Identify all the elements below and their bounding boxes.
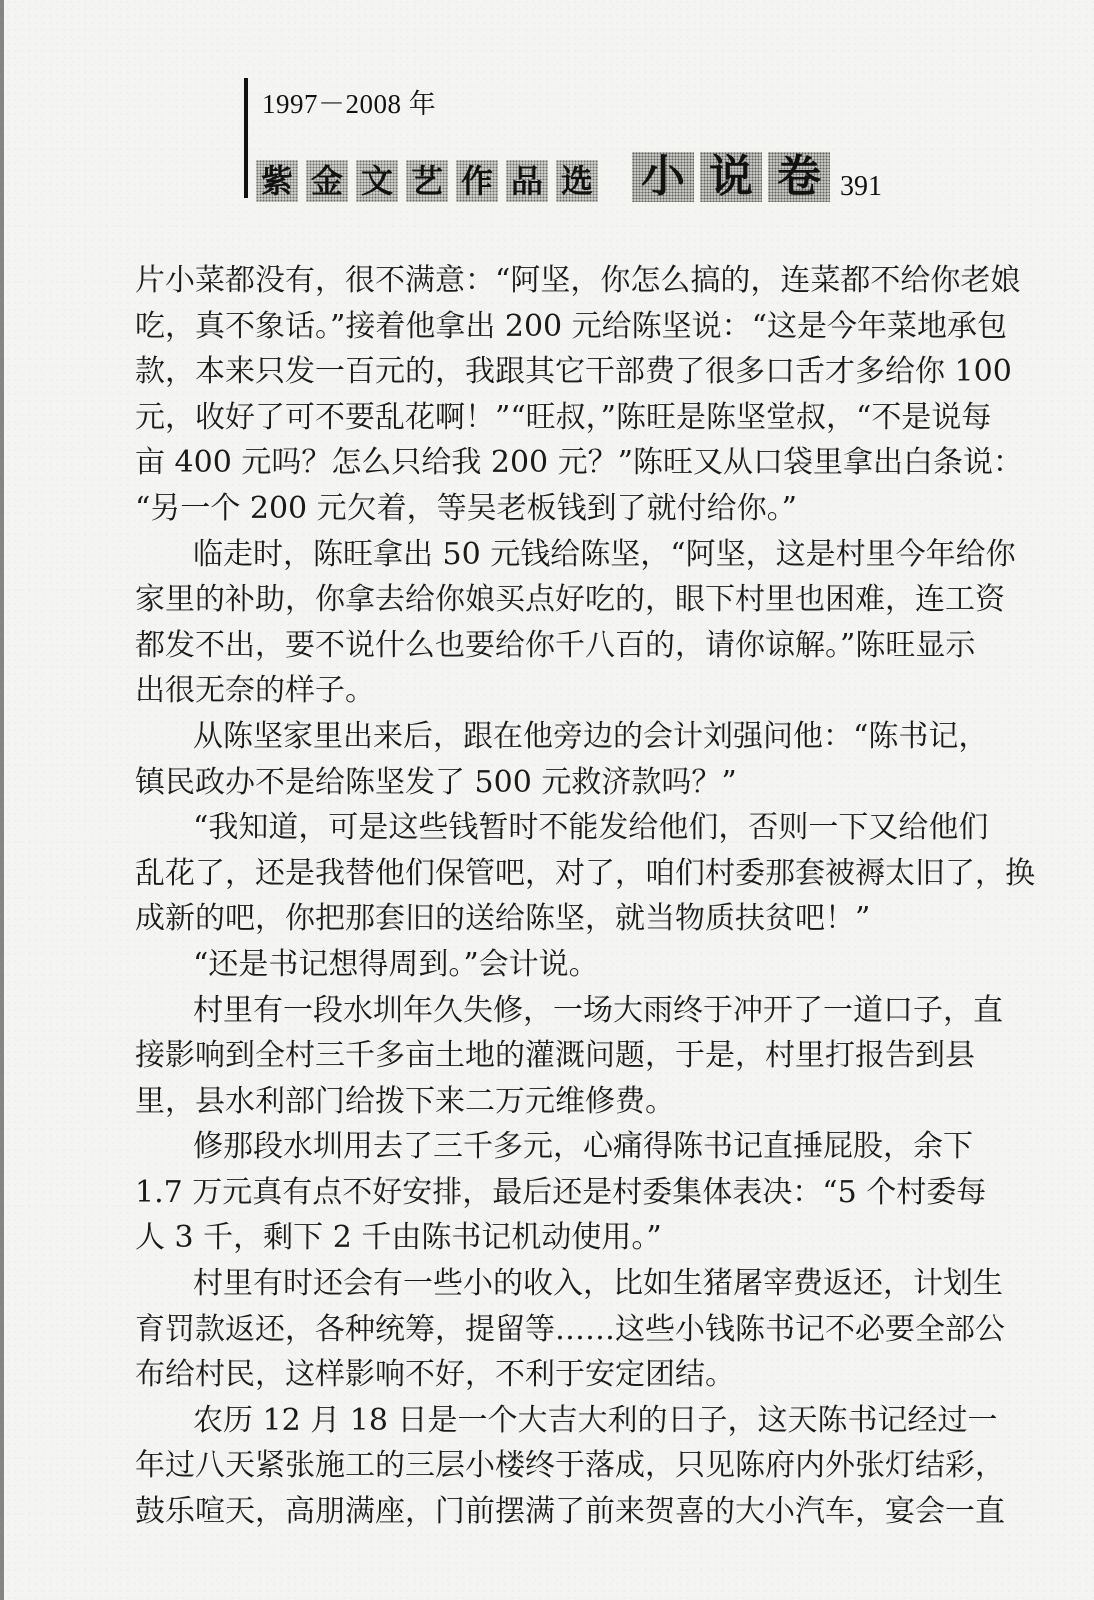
series-title-char: 品: [506, 160, 548, 202]
volume-title-char: 小: [632, 152, 694, 202]
text-line: “另一个 200 元欠着，等吴老板钱到了就付给你。”: [135, 490, 798, 526]
text-line: 农历 12 月 18 日是一个大吉大利的日子，这天陈书记经过一: [193, 1402, 998, 1438]
text-line: 家里的补助，你拿去给你娘买点好吃的，眼下村里也困难，连工资: [135, 582, 1005, 618]
volume-title-char: 卷: [768, 152, 830, 202]
series-title-char: 金: [306, 160, 348, 202]
text-line: 村里有一段水圳年久失修，一场大雨终于冲开了一道口子，直: [193, 992, 1003, 1028]
text-line: 修那段水圳用去了三千多元，心痛得陈书记直捶屁股，余下: [193, 1129, 973, 1165]
text-line: “我知道，可是这些钱暂时不能发给他们，否则一下又给他们: [193, 810, 989, 846]
series-title-char: 选: [556, 160, 598, 202]
text-line: 人 3 千，剩下 2 千由陈书记机动使用。”: [135, 1220, 662, 1256]
header-year-range: 1997－2008 年: [262, 89, 437, 119]
series-title-char: 艺: [406, 160, 448, 202]
text-line: 鼓乐喧天，高朋满座，门前摆满了前来贺喜的大小汽车，宴会一直: [135, 1494, 1005, 1530]
text-line: 亩 400 元吗？怎么只给我 200 元？”陈旺又从口袋里拿出白条说：: [135, 445, 1024, 481]
text-line: 从陈坚家里出来后，跟在他旁边的会计刘强问他：“陈书记，: [193, 718, 989, 754]
text-line: 成新的吧，你把那套旧的送给陈坚，就当物质扶贫吧！”: [135, 901, 871, 937]
series-title-char: 作: [456, 160, 498, 202]
text-line: 里，县水利部门给拨下来二万元维修费。: [135, 1083, 675, 1119]
body-text: [135, 258, 1035, 1535]
text-line: 镇民政办不是给陈坚发了 500 元救济款吗？”: [135, 764, 737, 800]
text-line: 吃，真不象话。”接着他拿出 200 元给陈坚说：“这是今年菜地承包: [135, 308, 1008, 344]
text-line: 育罚款返还，各种统筹，提留等……这些小钱陈书记不必要全部公: [135, 1311, 1005, 1347]
volume-title-char: 说: [700, 152, 762, 202]
text-line: 片小菜都没有，很不满意：“阿坚，你怎么搞的，连菜都不给你老娘: [135, 263, 1021, 298]
text-line: 临走时，陈旺拿出 50 元钱给陈坚，“阿坚，这是村里今年给你: [193, 536, 1016, 572]
text-line: 村里有时还会有一些小的收入，比如生猪屠宰费返还，计划生: [193, 1266, 1003, 1302]
text-line: 接影响到全村三千多亩土地的灌溉问题，于是，村里打报告到县: [135, 1038, 975, 1074]
page-number: 391: [840, 171, 882, 202]
header-vertical-rule: [244, 78, 248, 198]
running-header: [244, 78, 944, 202]
text-line: 元，收好了可不要乱花啊！”“旺叔，”陈旺是陈坚堂叔，“不是说每: [135, 399, 992, 435]
text-line: 乱花了，还是我替他们保管吧，对了，咱们村委那套被褥太旧了，换: [135, 855, 1035, 891]
series-title-char: 紫: [256, 160, 298, 202]
text-line: 款，本来只发一百元的，我跟其它干部费了很多口舌才多给你 100: [135, 354, 1012, 390]
text-line: 都发不出，要不说什么也要给你千八百的，请你谅解。”陈旺显示: [135, 627, 976, 663]
text-line: “还是书记想得周到。”会计说。: [193, 946, 599, 982]
series-title-char: 文: [356, 160, 398, 202]
text-line: 年过八天紧张施工的三层小楼终于落成，只见陈府内外张灯结彩，: [135, 1448, 1005, 1484]
text-line: 出很无奈的样子。: [135, 673, 375, 709]
header-series-title: [256, 152, 882, 202]
text-line: 1.7 万元真有点不好安排，最后还是村委集体表决：“5 个村委每: [135, 1174, 987, 1210]
text-line: 布给村民，这样影响不好，不利于安定团结。: [135, 1357, 735, 1393]
page-binding-edge: [0, 0, 4, 1600]
